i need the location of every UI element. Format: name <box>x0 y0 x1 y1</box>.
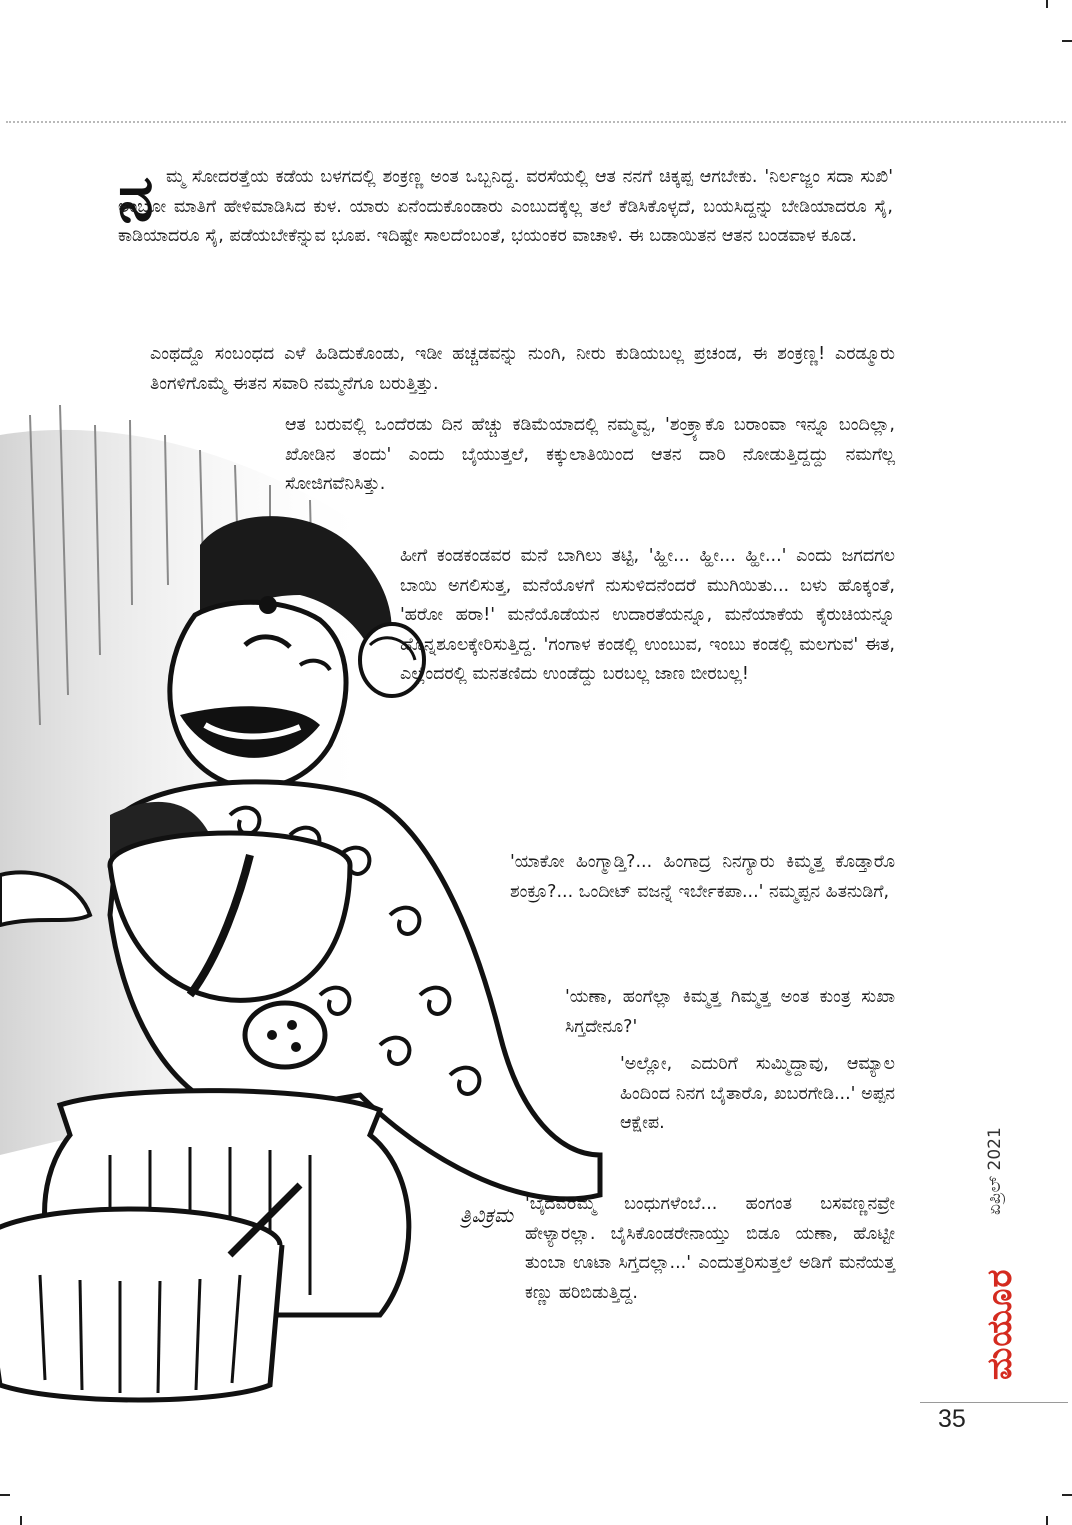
crop-mark <box>1062 1494 1072 1496</box>
artist-signature: ತ್ರಿವಿಕ್ರಮ <box>460 1203 514 1227</box>
paragraph-7: 'ಅಲ್ಲೋ, ಎದುರಿಗೆ ಸುಮ್ಮಿದ್ದಾವು, ಆಮ್ಯಾಲ ಹಿಂದಿಂದ ನಿನಗ ಬೈತಾರೊ, ಖಬರಗೇಡಿ...' ಅಪ್ಪನ ಆಕ್ಷೇಪ. <box>620 1054 895 1133</box>
crop-mark <box>1046 0 1048 8</box>
crop-mark <box>1046 1516 1048 1525</box>
drop-cap: ನ <box>118 162 154 236</box>
paragraph-3: ಆತ ಬರುವಲ್ಲಿ ಒಂದೆರಡು ದಿನ ಹೆಚ್ಚು ಕಡಿಮೆಯಾದಲ್ಲಿ ನಮ್ಮವ್ವ, 'ಶಂಕ್ರ್ಯಾಕೊ ಬರಾಂವಾ ಇನ್ನೂ ಬಂದಿಲ್ಲಾ, ಖೋಡಿನ ತಂದು' ಎಂದು ಬೈಯುತ್ತಲೆ, ಕಕ್ಕುಲಾತಿಯಿಂದ ಆತನ ದಾರಿ ನೋಡುತ್ತಿದ್ದದ್ದು ನಮಗೆಲ್ಲ ಸೋಜಿಗವೆನಿಸಿತ್ತು. <box>285 415 895 494</box>
issue-date: ಏಪ್ರಿಲ್ 2021 <box>985 1127 1005 1215</box>
folio-rule <box>920 1402 1068 1403</box>
paragraph-5: 'ಯಾಕೋ ಹಿಂಗ್ಮಾಡ್ತಿ?... ಹಿಂಗಾದ್ರ ನಿನಗ್ಯಾರು ಕಿಮ್ಮತ್ತ ಕೊಡ್ತಾರೊ ಶಂಕ್ರೂ?... ಒಂದೀಟ್ ವಜನ್ನೆ ಇರ್ಬೇಕಪಾ...' ನಮ್ಮಪ್ಪನ ಹಿತನುಡಿಗೆ, <box>510 852 895 902</box>
magazine-logo: ಮಯೂರ <box>980 1268 1020 1380</box>
paragraph-6: 'ಯಣಾ, ಹಂಗೆಲ್ಲಾ ಕಿಮ್ಮತ್ತ ಗಿಮ್ಮತ್ತ ಅಂತ ಕುಂತ್ರ ಸುಖಾ ಸಿಗ್ತದೇನೂ?' <box>565 987 895 1037</box>
paragraph-1: ಮ್ಮ ಸೋದರತ್ತೆಯ ಕಡೆಯ ಬಳಗದಲ್ಲಿ ಶಂಕ್ರಣ್ಣ ಅಂತ ಒಬ್ಬನಿದ್ದ. ವರಸೆಯಲ್ಲಿ ಆತ ನನಗೆ ಚಿಕ್ಕಪ್ಪ ಆಗಬೇಕು. 'ನಿರ್ಲಜ್ಜಂ ಸದಾ ಸುಖಿ' ಅಂಬೋ ಮಾತಿಗೆ ಹೇಳಿಮಾಡಿಸಿದ ಕುಳ. ಯಾರು ಏನೆಂದುಕೊಂಡಾರು ಎಂಬುದಕ್ಕೆಲ್ಲ ತಲೆ ಕೆಡಿಸಿಕೊಳ್ಳದೆ, ಬಯಸಿದ್ದನ್ನು ಬೇಡಿಯಾದರೂ ಸೈ, ಕಾಡಿಯಾದರೂ ಸೈ, ಪಡೆಯಬೇಕೆನ್ನುವ ಭೂಪ. ಇದಿಷ್ಟೇ ಸಾಲದೆಂಬಂತೆ, ಭಯಂಕರ ವಾಚಾಳಿ. ಈ ಬಡಾಯಿತನ ಆತನ ಬಂಡವಾಳ ಕೂಡ. <box>118 167 893 246</box>
crop-mark <box>20 1516 22 1525</box>
paragraph-2: ಎಂಥದ್ದೊ ಸಂಬಂಧದ ಎಳೆ ಹಿಡಿದುಕೊಂಡು, ಇಡೀ ಹಚ್ಚಡವನ್ನು ನುಂಗಿ, ನೀರು ಕುಡಿಯಬಲ್ಲ ಪ್ರಚಂಡ, ಈ ಶಂಕ್ರಣ್ಣ! ಎರಡ್ಮೂರು ತಿಂಗಳಿಗೊಮ್ಮೆ ಈತನ ಸವಾರಿ ನಮ್ಮನೆಗೂ ಬರುತ್ತಿತ್ತು. <box>150 344 895 394</box>
crop-mark <box>1062 40 1072 42</box>
paragraph-8: 'ಬೈದವರೆಮ್ಮ ಬಂಧುಗಳೆಂಬೆ... ಹಂಗಂತ ಬಸವಣ್ಣನವ್ರೇ ಹೇಳ್ಯಾರಲ್ಲಾ. ಬೈಸಿಕೊಂಡರೇನಾಯ್ತು ಬಿಡೂ ಯಣಾ, ಹೊಟ್ಟೀ ತುಂಬಾ ಊಟಾ ಸಿಗ್ತದಲ್ಲಾ...' ಎಂದುತ್ತರಿಸುತ್ತಲೆ ಅಡಿಗೆ ಮನೆಯತ್ತ ಕಣ್ಣು ಹರಿಬಿಡುತ್ತಿದ್ದ. <box>525 1194 895 1303</box>
paragraph-4: ಹೀಗೆ ಕಂಡಕಂಡವರ ಮನೆ ಬಾಗಿಲು ತಟ್ಟಿ, 'ಹ್ಹೀ... ಹ್ಹೀ... ಹ್ಹೀ...' ಎಂದು ಜಗದಗಲ ಬಾಯಿ ಅಗಲಿಸುತ್ತ, ಮನೆಯೊಳಗೆ ನುಸುಳಿದನೆಂದರೆ ಮುಗಿಯಿತು... ಬಳು ಹೊಕ್ಕಂತೆ, 'ಹರೋ ಹರಾ!' ಮನೆಯೊಡೆಯನ ಉದಾರತೆಯನ್ನೂ, ಮನೆಯಾಕೆಯ ಕೈರುಚಿಯನ್ನೂ ಹೊನ್ನಶೂಲಕ್ಕೇರಿಸುತ್ತಿದ್ದ. 'ಗಂಗಾಳ ಕಂಡಲ್ಲಿ ಉಂಬುವ, ಇಂಬು ಕಂಡಲ್ಲಿ ಮಲಗುವ' ಈತ, ಎಲ್ಲೆಂದರಲ್ಲಿ ಮನತಣಿದು ಉಂಡೆದ್ದು ಬರಬಲ್ಲ ಜಾಣ ಬೀರಬಲ್ಲ! <box>400 546 895 684</box>
page-number: 35 <box>938 1405 966 1433</box>
crop-mark <box>0 1494 10 1496</box>
header-dotted-rule <box>6 121 1066 123</box>
